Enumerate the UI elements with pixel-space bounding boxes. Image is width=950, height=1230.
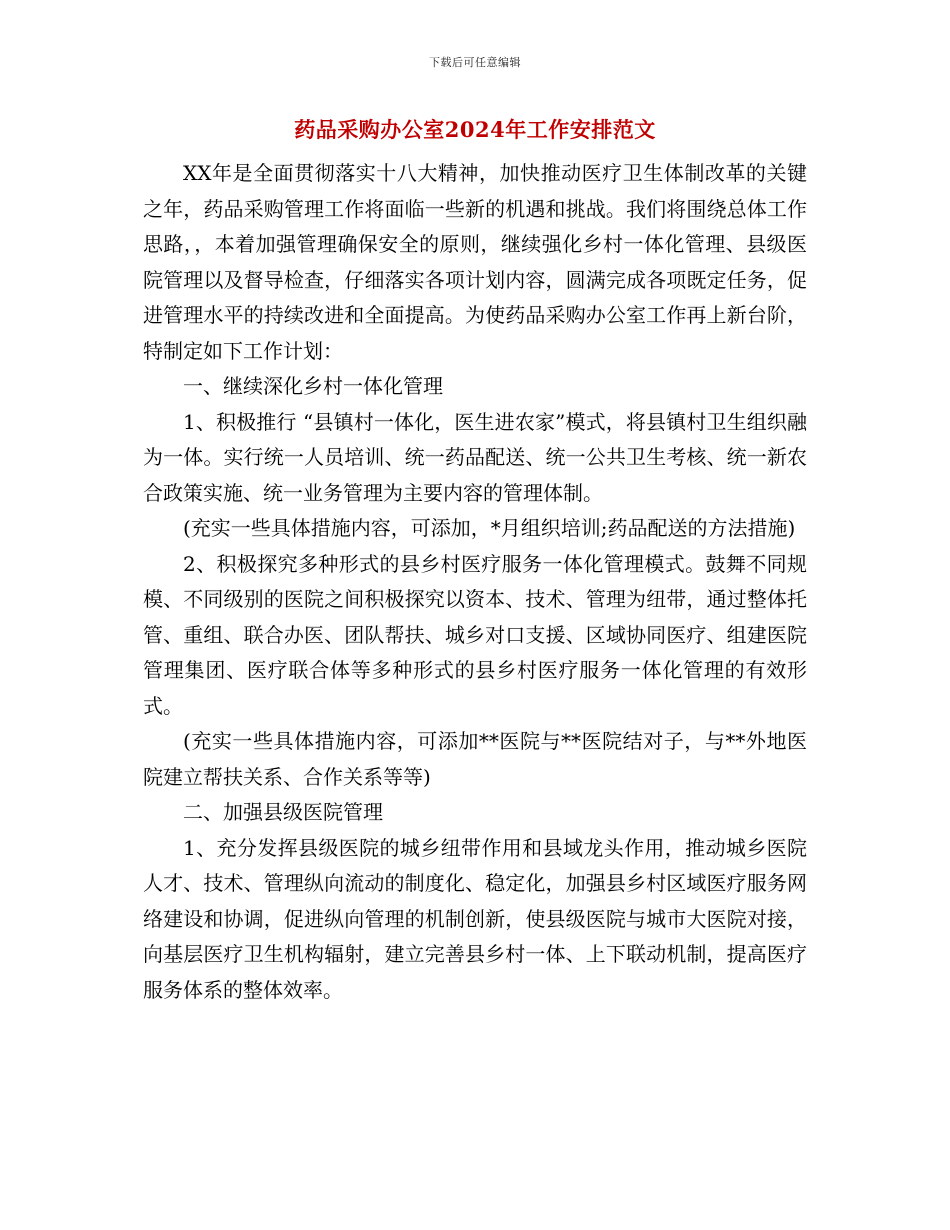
section-heading-1: 一、继续深化乡村一体化管理 xyxy=(183,374,443,398)
paragraph-intro: XX年是全面贯彻落实十八大精神，加快推动医疗卫生体制改革的关键之年，药品采购管理工作将面临一些新的机遇和挑战。我们将围绕总体工作思路，，本着加强管理确保安全的原则，继续强化乡村一体化管理、县级医院管理以及督导检查，仔细落实各项计划内容，圆满完成各项既定任务，促进管理水平的持续改进和全面提高。为使药品采购办公室工作再上新台阶，特制定如下工作计划： xyxy=(143,161,807,363)
paragraph-note-1: (充实一些具体措施内容，可添加，*月组织培训;药品配送的方法措施) xyxy=(183,516,796,540)
paragraph-item-1-1: 1、积极推行 “县镇村一体化，医生进农家”模式，将县镇村卫生组织融为一体。实行统一人员培训、统一药品配送、统一公共卫生考核、统一新农合政策实施、统一业务管理为主要内容的管理体制。 xyxy=(143,409,807,505)
paragraph-item-1-2: 2、积极探究多种形式的县乡村医疗服务一体化管理模式。鼓舞不同规模、不同级别的医院之间积极探究以资本、技术、管理为纽带，通过整体托管、重组、联合办医、团队帮扶、城乡对口支援、区域协同医疗、组建医院管理集团、医疗联合体等多种形式的县乡村医疗服务一体化管理的有效形式。 xyxy=(143,551,807,718)
document-title: 药品采购办公室2024年工作安排范文 xyxy=(294,117,656,142)
section-heading-2: 二、加强县级医院管理 xyxy=(183,800,383,824)
paragraph-item-2-1: 1、充分发挥县级医院的城乡纽带作用和县域龙头作用，推动城乡医院人才、技术、管理纵向流动的制度化、稳定化，加强县乡村区域医疗服务网络建设和协调，促进纵向管理的机制创新，使县级医院与城市大医院对接，向基层医疗卫生机构辐射，建立完善县乡村一体、上下联动机制，提高医疗服务体系的整体效率。 xyxy=(143,835,807,1002)
paragraph-note-2: (充实一些具体措施内容，可添加**医院与**医院结对子，与**外地医院建立帮扶关系、合作关系等等) xyxy=(143,729,807,789)
document-body xyxy=(143,156,807,1008)
header-note: 下载后可任意编辑 xyxy=(429,56,521,69)
